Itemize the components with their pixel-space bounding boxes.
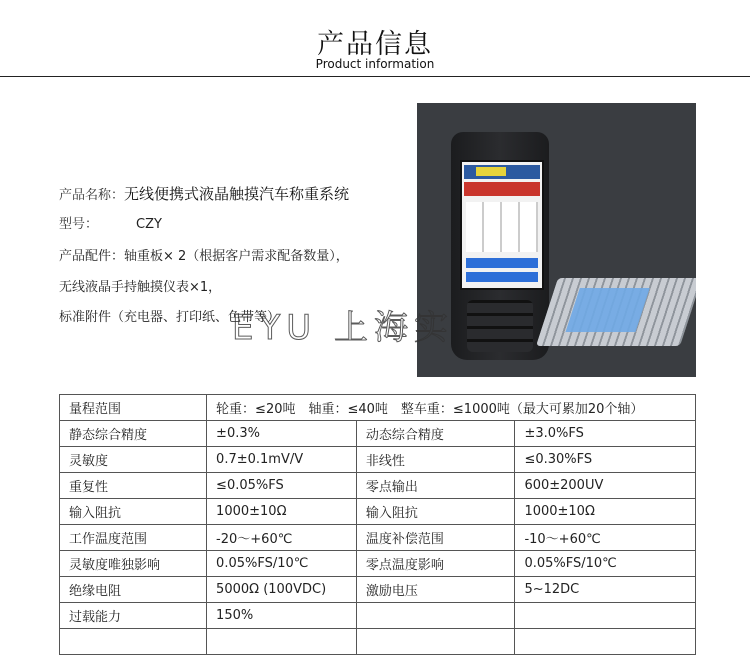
table-row [60,395,696,421]
spec-value: -10～+60℃ [515,525,696,551]
spec-value: -20～+60℃ [207,525,357,551]
spec-label: 动态综合精度 [356,421,515,447]
model-line [59,213,162,232]
table-row [60,447,696,473]
handheld-device-image [451,132,549,360]
table-row [60,525,696,551]
spec-table [59,394,696,655]
spec-value: 600±200UV [515,473,696,499]
spec-label: 灵敏度唯独影响 [60,551,207,577]
product-name-label: 产品名称： [59,188,125,203]
spec-label: 工作温度范围 [60,525,207,551]
product-photo [417,103,696,377]
table-row [60,577,696,603]
spec-label [356,629,515,655]
spec-label [60,629,207,655]
header-divider [0,76,750,77]
spec-value: 0.05%FS/10℃ [207,551,357,577]
spec-value: ±0.3% [207,421,357,447]
product-name-line [59,183,349,204]
spec-label: 激励电压 [356,577,515,603]
accessories-line-1: 产品配件：轴重板× 2（根据客户需求配备数量）， [59,249,349,264]
product-name-value: 无线便携式液晶触摸汽车称重系统 [124,185,350,203]
device-screen [460,160,544,290]
spec-label: 灵敏度 [60,447,207,473]
watermark: EYU 上海实 [232,308,454,348]
spec-label: 零点输出 [356,473,515,499]
table-row [60,499,696,525]
axle-weighing-pad-image [536,278,696,346]
spec-value: 轮重：≤20吨 轴重：≤40吨 整车重：≤1000吨（最大可累加20个轴） [207,395,696,421]
spec-value: 0.05%FS/10℃ [515,551,696,577]
table-row [60,551,696,577]
model-label: 型号： [59,217,99,232]
spec-value: ±3.0%FS [515,421,696,447]
spec-label: 温度补偿范围 [356,525,515,551]
spec-label: 输入阻抗 [60,499,207,525]
spec-value: 1000±10Ω [515,499,696,525]
standard-accessories-line: 标准附件（充电器、打印纸、色带等） [59,310,281,325]
spec-label: 非线性 [356,447,515,473]
table-row [60,603,696,629]
spec-value [207,629,357,655]
page-title: 产品信息 [317,29,433,60]
spec-value: 5000Ω (100VDC) [207,577,357,603]
spec-label: 绝缘电阻 [60,577,207,603]
spec-label: 静态综合精度 [60,421,207,447]
spec-value: 0.7±0.1mV/V [207,447,357,473]
spec-label: 过载能力 [60,603,207,629]
table-row [60,421,696,447]
model-value: CZY [136,217,162,232]
spec-label: 输入阻抗 [356,499,515,525]
spec-value: ≤0.30%FS [515,447,696,473]
table-row [60,629,696,655]
spec-value: ≤0.05%FS [207,473,357,499]
spec-label: 重复性 [60,473,207,499]
device-keypad [467,300,533,352]
spec-value: 150% [207,603,357,629]
spec-value: 1000±10Ω [207,499,357,525]
spec-value: 5~12DC [515,577,696,603]
accessories-line-2: 无线液晶手持触摸仪表×1， [59,280,222,295]
spec-value [515,629,696,655]
section-header [0,0,750,80]
page-subtitle: Product information [315,57,435,71]
spec-label: 零点温度影响 [356,551,515,577]
table-row [60,473,696,499]
spec-label: 量程范围 [60,395,207,421]
spec-label [356,603,515,629]
spec-value [515,603,696,629]
